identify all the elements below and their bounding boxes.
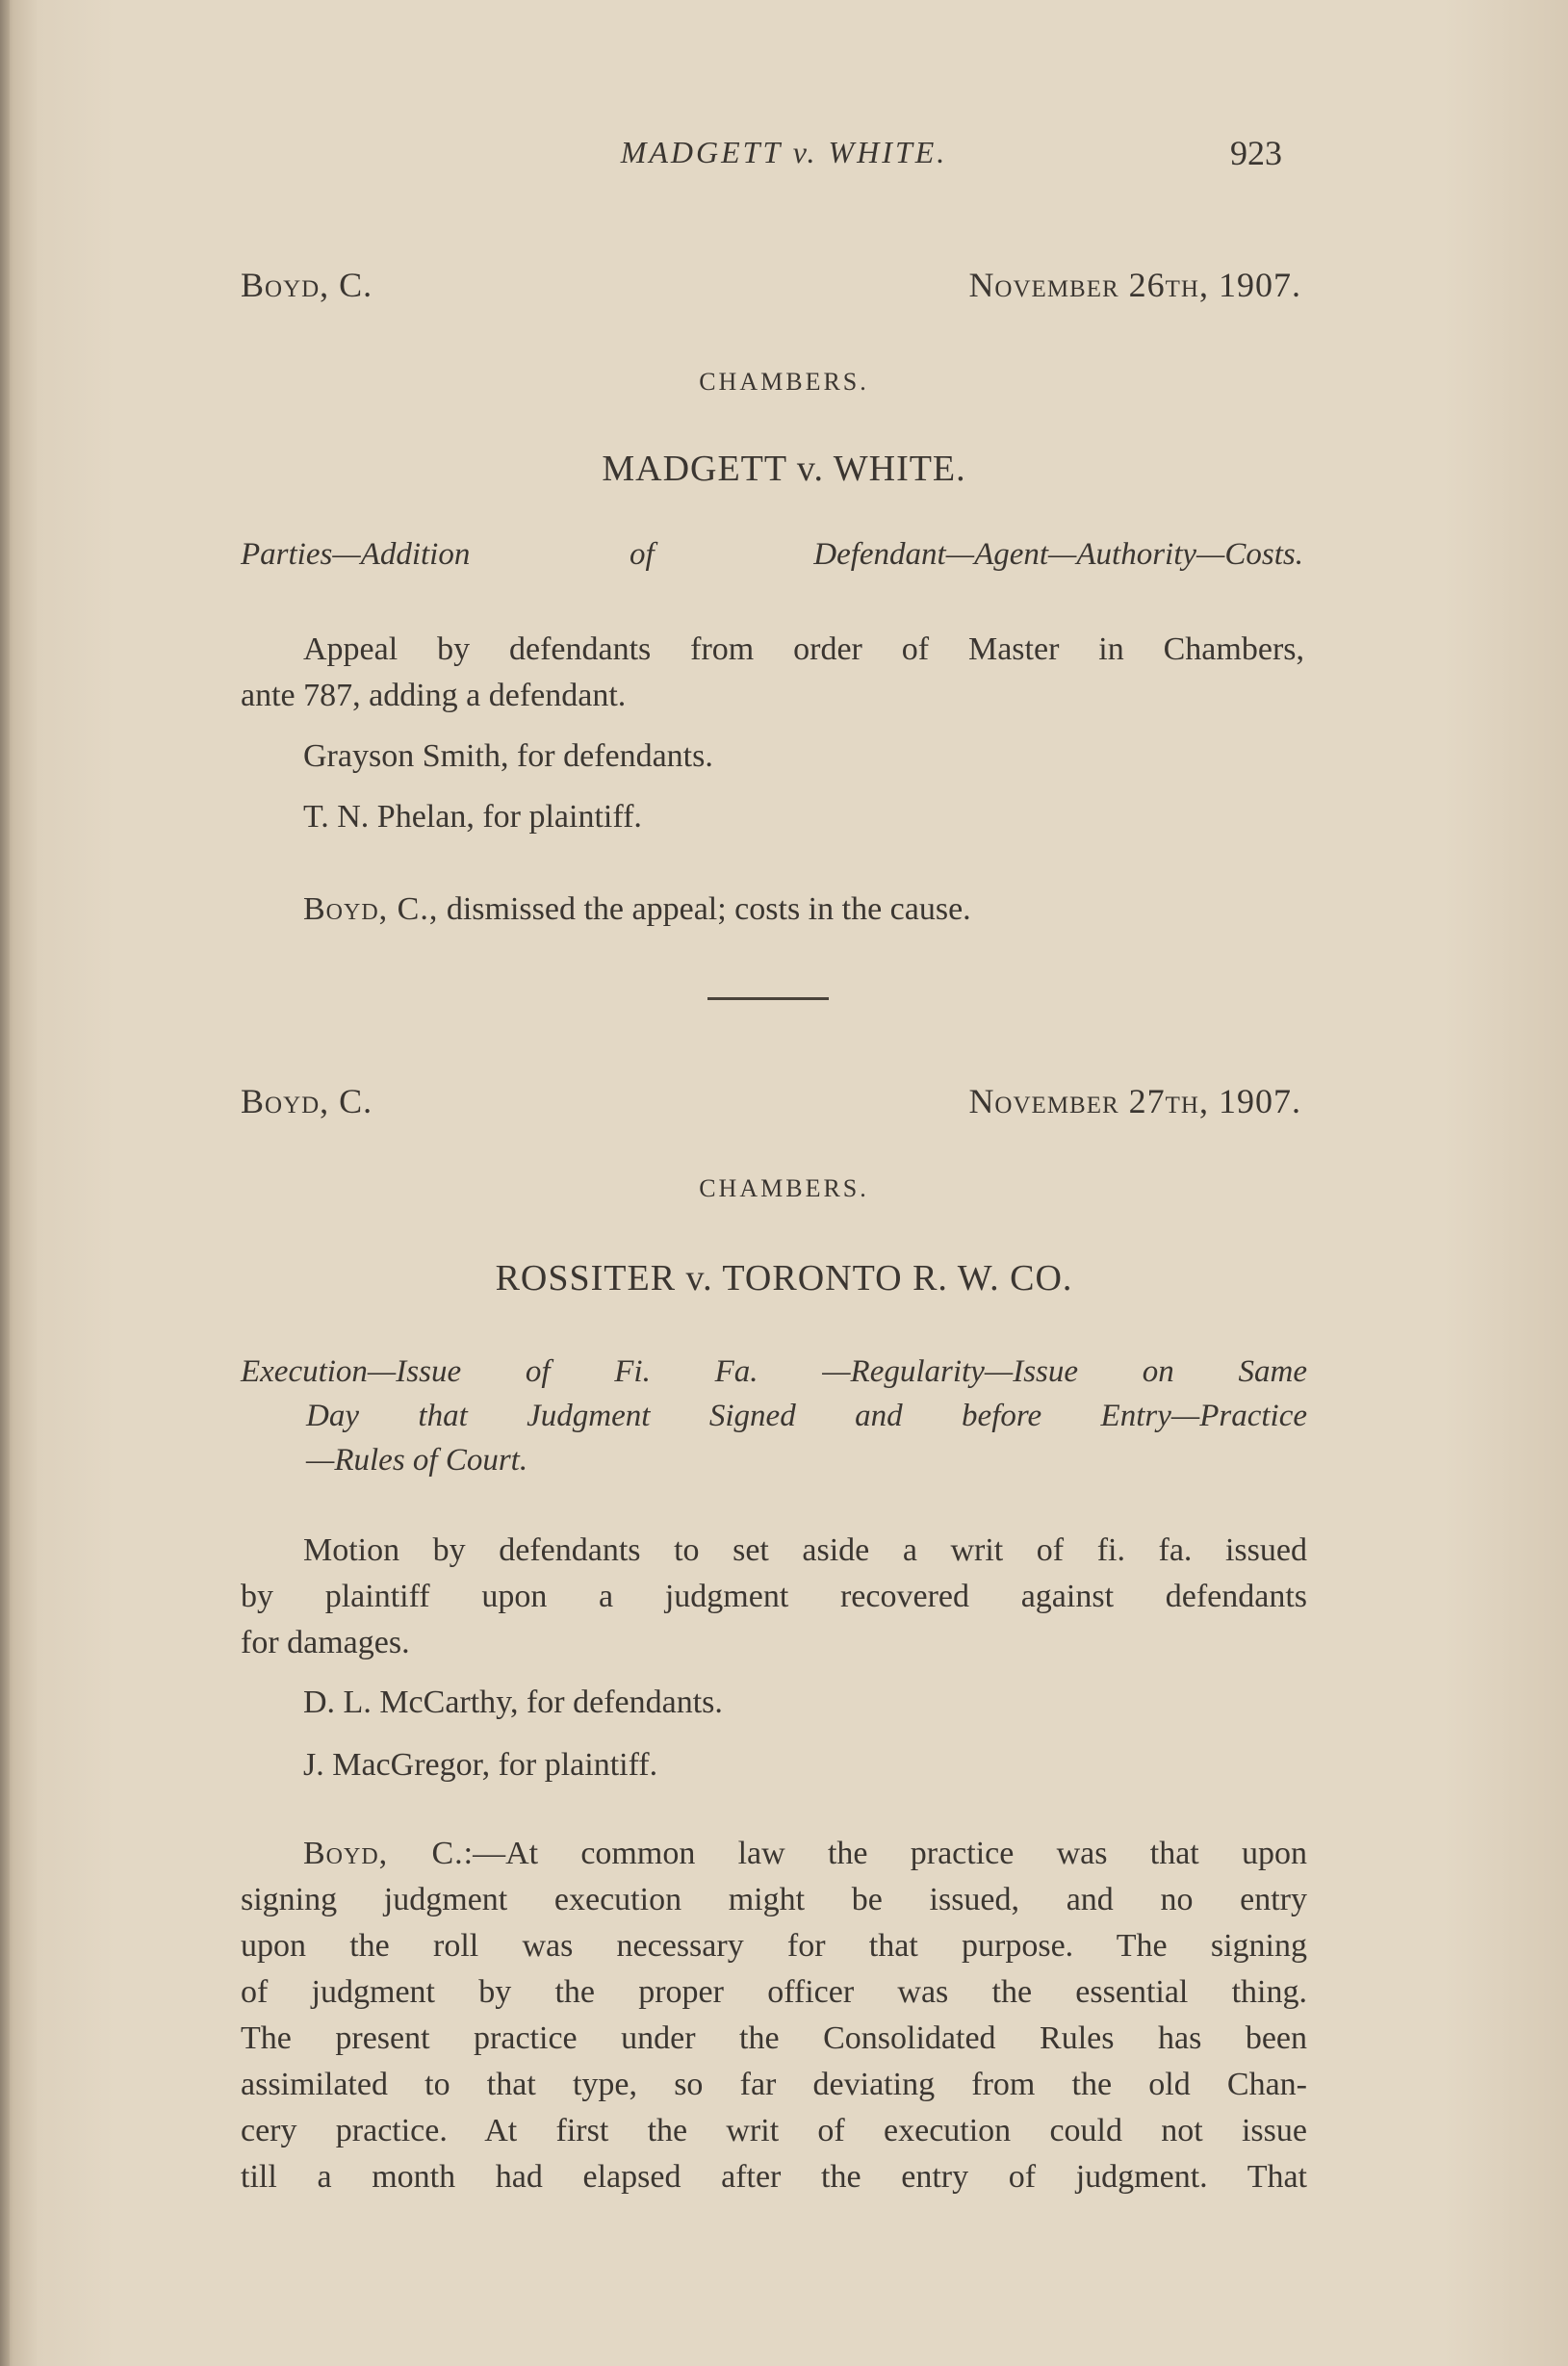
case1-disposition-judge: Boyd, C., bbox=[303, 891, 439, 927]
case1-disposition-text: dismissed the appeal; costs in the cause. bbox=[438, 891, 971, 927]
running-title: MADGETT v. WHITE. bbox=[620, 135, 948, 169]
case2-opinion-line: of judgment by the proper officer was the essential thing. bbox=[241, 1974, 1307, 2010]
case2-opinion-line: The present practice under the Consolidated Rules has been bbox=[241, 2020, 1307, 2056]
case2-body-line: by plaintiff upon a judgment recovered against defendants bbox=[241, 1579, 1307, 1614]
case2-body-line: for damages. bbox=[241, 1625, 410, 1660]
case2-opinion-line: upon the roll was necessary for that purpose. The signing bbox=[241, 1928, 1307, 1964]
case1-title: MADGETT v. WHITE. bbox=[602, 449, 966, 489]
case1-date: November 26th, 1907. bbox=[968, 266, 1301, 304]
case1-judge: Boyd, C. bbox=[241, 266, 373, 304]
case2-date: November 27th, 1907. bbox=[968, 1082, 1301, 1120]
page-number: 923 bbox=[1230, 134, 1282, 172]
case2-headnote-line: Execution—Issue of Fi. Fa. —Regularity—Issue on Same bbox=[241, 1354, 1307, 1389]
case2-court: CHAMBERS. bbox=[699, 1174, 869, 1202]
case1-headnote: Parties—Addition of Defendant—Agent—Authority—Costs. bbox=[241, 537, 1303, 572]
case1-body-line: ante 787, adding a defendant. bbox=[241, 678, 627, 713]
case1-counsel-line: T. N. Phelan, for plaintiff. bbox=[303, 799, 642, 835]
case2-title: ROSSITER v. TORONTO R. W. CO. bbox=[495, 1258, 1073, 1299]
case2-opinion-text: :—At common law the practice was that upon bbox=[463, 1836, 1307, 1871]
case1-court: CHAMBERS. bbox=[699, 368, 869, 396]
case2-counsel-line: J. MacGregor, for plaintiff. bbox=[303, 1747, 658, 1783]
case2-opinion-line: assimilated to that type, so far deviating from the old Chan- bbox=[241, 2067, 1307, 2102]
case2-body-line: Motion by defendants to set aside a writ of fi. fa. issued bbox=[303, 1532, 1307, 1568]
section-divider bbox=[707, 997, 829, 1000]
case2-opinion-line: till a month had elapsed after the entry of judgment. That bbox=[241, 2159, 1307, 2195]
case2-headnote-line: —Rules of Court. bbox=[306, 1443, 528, 1478]
case2-opinion-judge: Boyd, C. bbox=[303, 1836, 464, 1871]
case2-opinion-line: cery practice. At first the writ of execution could not issue bbox=[241, 2113, 1307, 2148]
case1-disposition bbox=[303, 891, 971, 928]
case1-counsel-line: Grayson Smith, for defendants. bbox=[303, 738, 713, 774]
case2-counsel-line: D. L. McCarthy, for defendants. bbox=[303, 1684, 723, 1720]
case1-body-line: Appeal by defendants from order of Master in Chambers, bbox=[303, 631, 1304, 667]
case2-opinion-line: signing judgment execution might be issued, and no entry bbox=[241, 1882, 1307, 1917]
case2-headnote-line: Day that Judgment Signed and before Entry—Practice bbox=[306, 1399, 1307, 1433]
case2-judge: Boyd, C. bbox=[241, 1082, 373, 1120]
case2-opinion-first-line bbox=[303, 1836, 1307, 1872]
